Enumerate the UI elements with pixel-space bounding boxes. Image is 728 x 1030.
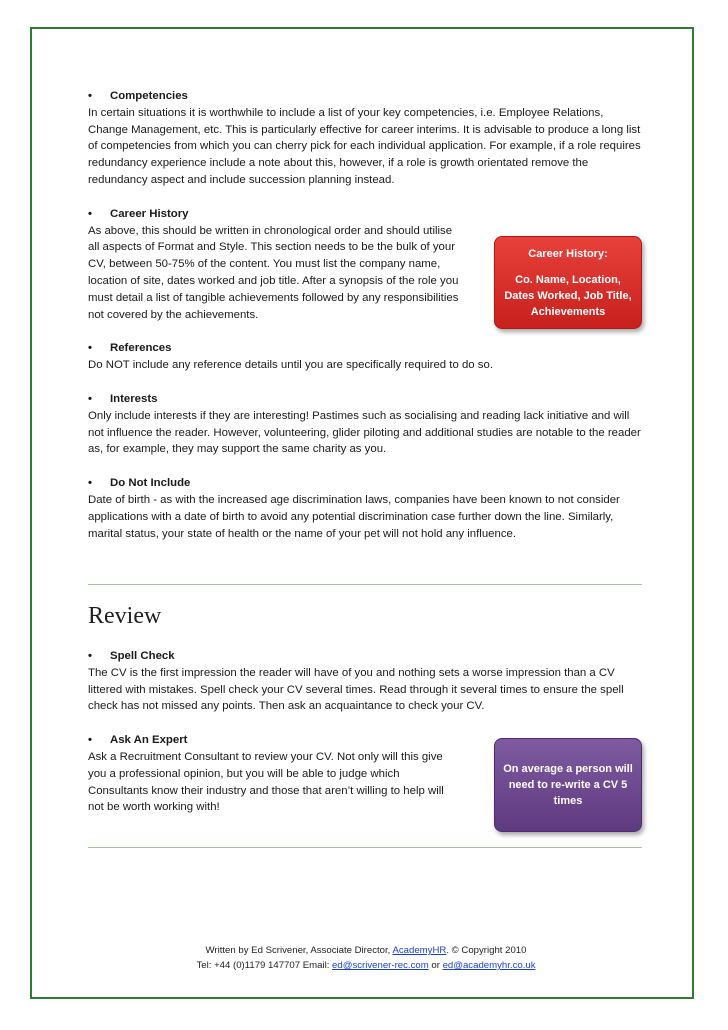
rewrite-callout [494, 738, 642, 832]
section-body: The CV is the first impression the reader will have of you and nothing sets a worse impression than a CV littered with mistakes. Spell check your CV several times. Read through it several times to ensure the spell check has not missed any points. Then ask an acquaintance to check your CV. [88, 666, 624, 713]
section-heading: • Ask An Expert [88, 732, 644, 749]
footer [88, 943, 644, 973]
section-heading: • References [88, 340, 644, 357]
section-divider [88, 584, 642, 585]
bullet-icon: • [88, 342, 92, 355]
section-body: Ask a Recruitment Consultant to review your CV. Not only will this give you a professional opinion, but you will be able to judge which Consultants know their industry and those that aren’t willing to help will not be worth working with! [88, 750, 444, 814]
section-interests [88, 391, 644, 458]
footer-line-1: Written by Ed Scrivener, Associate Director, AcademyHR. © Copyright 2010 [205, 945, 527, 956]
section-spell-check [88, 648, 644, 715]
section-body: Date of birth - as with the increased age discrimination laws, companies have been known to not consider applications with a date of birth to avoid any potential discrimination case further down the line. Similarly, marital status, your state of health or the name of your pet will not hold any influence. [88, 493, 620, 540]
section-competencies [88, 88, 644, 189]
footer-line-2: Tel: +44 (0)1179 147707 Email: ed@scrivener-rec.com or ed@academyhr.co.uk [196, 960, 536, 971]
email-link-scrivener[interactable]: ed@scrivener-rec.com [332, 960, 429, 971]
section-references [88, 340, 644, 374]
callout-body: On average a person will need to re-write a CV 5 times [503, 763, 633, 807]
section-heading: • Spell Check [88, 648, 644, 665]
section-body: Only include interests if they are interesting! Pastimes such as socialising and reading lack initiative and will not influence the reader. However, volunteering, glider piloting and additional studies are notable to the reader as, for example, they may support the same charity as you. [88, 409, 641, 456]
section-body: As above, this should be written in chronological order and should utilise all aspects of Format and Style. This section needs to be the bulk of your CV, between 50-75% of the content. You must list the company name, location of site, dates worked and job title. After a synopsis of the role you must detail a list of tangible achievements followed by any responsibilities not covered by the achievements. [88, 224, 459, 321]
section-heading: • Career History [88, 206, 644, 223]
review-title: Review [88, 603, 162, 629]
section-divider [88, 847, 642, 848]
callout-body: Co. Name, Location, Dates Worked, Job Title, Achievements [504, 273, 632, 318]
section-body: Do NOT include any reference details until you are specifically required to do so. [88, 359, 494, 372]
bullet-icon: • [88, 734, 92, 747]
bullet-icon: • [88, 392, 92, 405]
career-history-callout [494, 236, 642, 329]
email-link-academyhr[interactable]: ed@academyhr.co.uk [442, 960, 536, 971]
section-body: In certain situations it is worthwhile to include a list of your key competencies, i.e. Employee Relations, Change Management, etc. This is particularly effective for career interims. It is advisable to produce a long list of competencies from which you can cherry pick for each individual application. For example, if a role requires redundancy experience include a note about this, however, if a role is growth orientated remove the redundancy aspect and include succession planning instead. [88, 106, 641, 186]
callout-title: Career History: [528, 247, 608, 260]
bullet-icon: • [88, 207, 92, 220]
section-heading: • Competencies [88, 88, 644, 105]
section-heading: • Interests [88, 391, 644, 408]
section-do-not-include [88, 475, 644, 542]
academyhr-link[interactable]: AcademyHR [392, 945, 447, 956]
bullet-icon: • [88, 477, 92, 490]
bullet-icon: • [88, 90, 92, 102]
section-heading: • Do Not Include [88, 475, 644, 492]
bullet-icon: • [88, 650, 92, 662]
